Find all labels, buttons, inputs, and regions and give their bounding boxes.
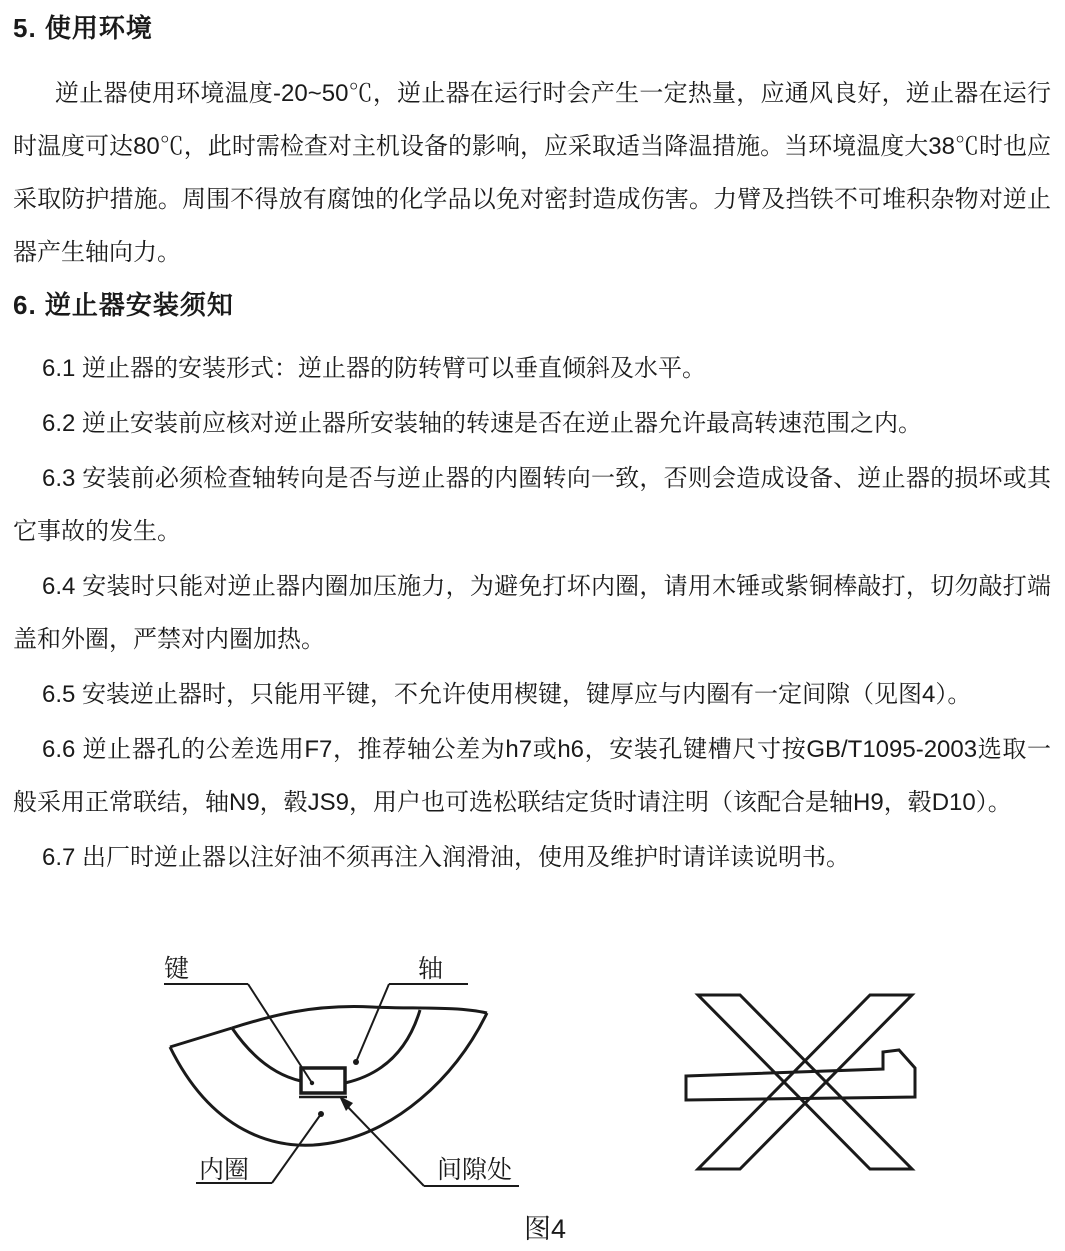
- cross-bar-2: [698, 995, 912, 1169]
- gap-arrowhead: [339, 1096, 353, 1111]
- section-6-item-2: 6.2 逆止安装前应核对逆止器所安装轴的转速是否在逆止器允许最高转速范围之内。: [42, 410, 923, 437]
- shaft-label: 轴: [418, 955, 444, 983]
- section-6-item-7: 6.7 出厂时逆止器以注好油不须再注入润滑油，使用及维护时请详读说明书。: [42, 844, 851, 871]
- shaft-leader-dot: [353, 1059, 359, 1065]
- key-leader-dot: [310, 1081, 314, 1085]
- key-leader-line: [248, 984, 312, 1083]
- key-rectangle: [301, 1068, 345, 1093]
- section-6-item-3: 6.3 安装前必须检查轴转向是否与逆止器的内圈转向一致，否则会造成设备、逆止器的损坏或其它事故的发生。: [13, 465, 1051, 545]
- shaft-leader-line: [356, 984, 389, 1062]
- inner-ring-label: 内圈: [199, 1156, 250, 1184]
- gap-label: 间隙处: [437, 1156, 513, 1184]
- section-6-item-4: 6.4 安装时只能对逆止器内圈加压施力，为避免打坏内圈，请用木锤或紫铜棒敲打，切勿敲打端盖和外圈，严禁对内圈加热。: [13, 573, 1051, 653]
- top-edge: [232, 1007, 487, 1028]
- section-6-heading: 6. 逆止器安装须知: [13, 290, 234, 320]
- wedge-key-prohibited-diagram: [686, 995, 915, 1169]
- figure-caption: 图4: [523, 1214, 567, 1244]
- cross-bar-1: [698, 995, 912, 1169]
- inner-arc-left: [232, 1028, 301, 1081]
- section-6-item-6: 6.6 逆止器孔的公差选用F7，推荐轴公差为h7或h6，安装孔键槽尺寸按GB/T1095-2003选取一般采用正常联结，轴N9，毂JS9，用户也可选松联结定货时请注明（该配合是轴H9，毂D10）。: [13, 736, 1051, 816]
- section-5-heading: 5. 使用环境: [13, 13, 153, 43]
- key-label: 键: [164, 955, 190, 983]
- section-6-item-5: 6.5 安装逆止器时，只能用平键，不允许使用楔键，键厚应与内圈有一定间隙（见图4）。: [42, 681, 972, 708]
- section-6-item-1: 6.1 逆止器的安装形式：逆止器的防转臂可以垂直倾斜及水平。: [42, 355, 707, 382]
- inner-ring-key-diagram: [164, 984, 519, 1186]
- gap-leader-line: [345, 1104, 424, 1186]
- section-5-paragraph: 逆止器使用环境温度-20~50℃，逆止器在运行时会产生一定热量，应通风良好，逆止器在运行时温度可达80℃，此时需检查对主机设备的影响，应采取适当降温措施。当环境温度大38℃时也应采取防护措施。周围不得放有腐蚀的化学品以免对密封造成伤害。力臂及挡铁不可堆积杂物对逆止器产生轴向力。: [13, 80, 1051, 266]
- inner-ring-leader-line: [272, 1114, 321, 1183]
- outer-arc: [170, 1013, 487, 1145]
- top-left-edge: [170, 1028, 232, 1047]
- inner-ring-leader-dot: [318, 1111, 324, 1117]
- wedge-key-outline: [686, 1050, 915, 1100]
- inner-arc-right: [345, 1010, 420, 1083]
